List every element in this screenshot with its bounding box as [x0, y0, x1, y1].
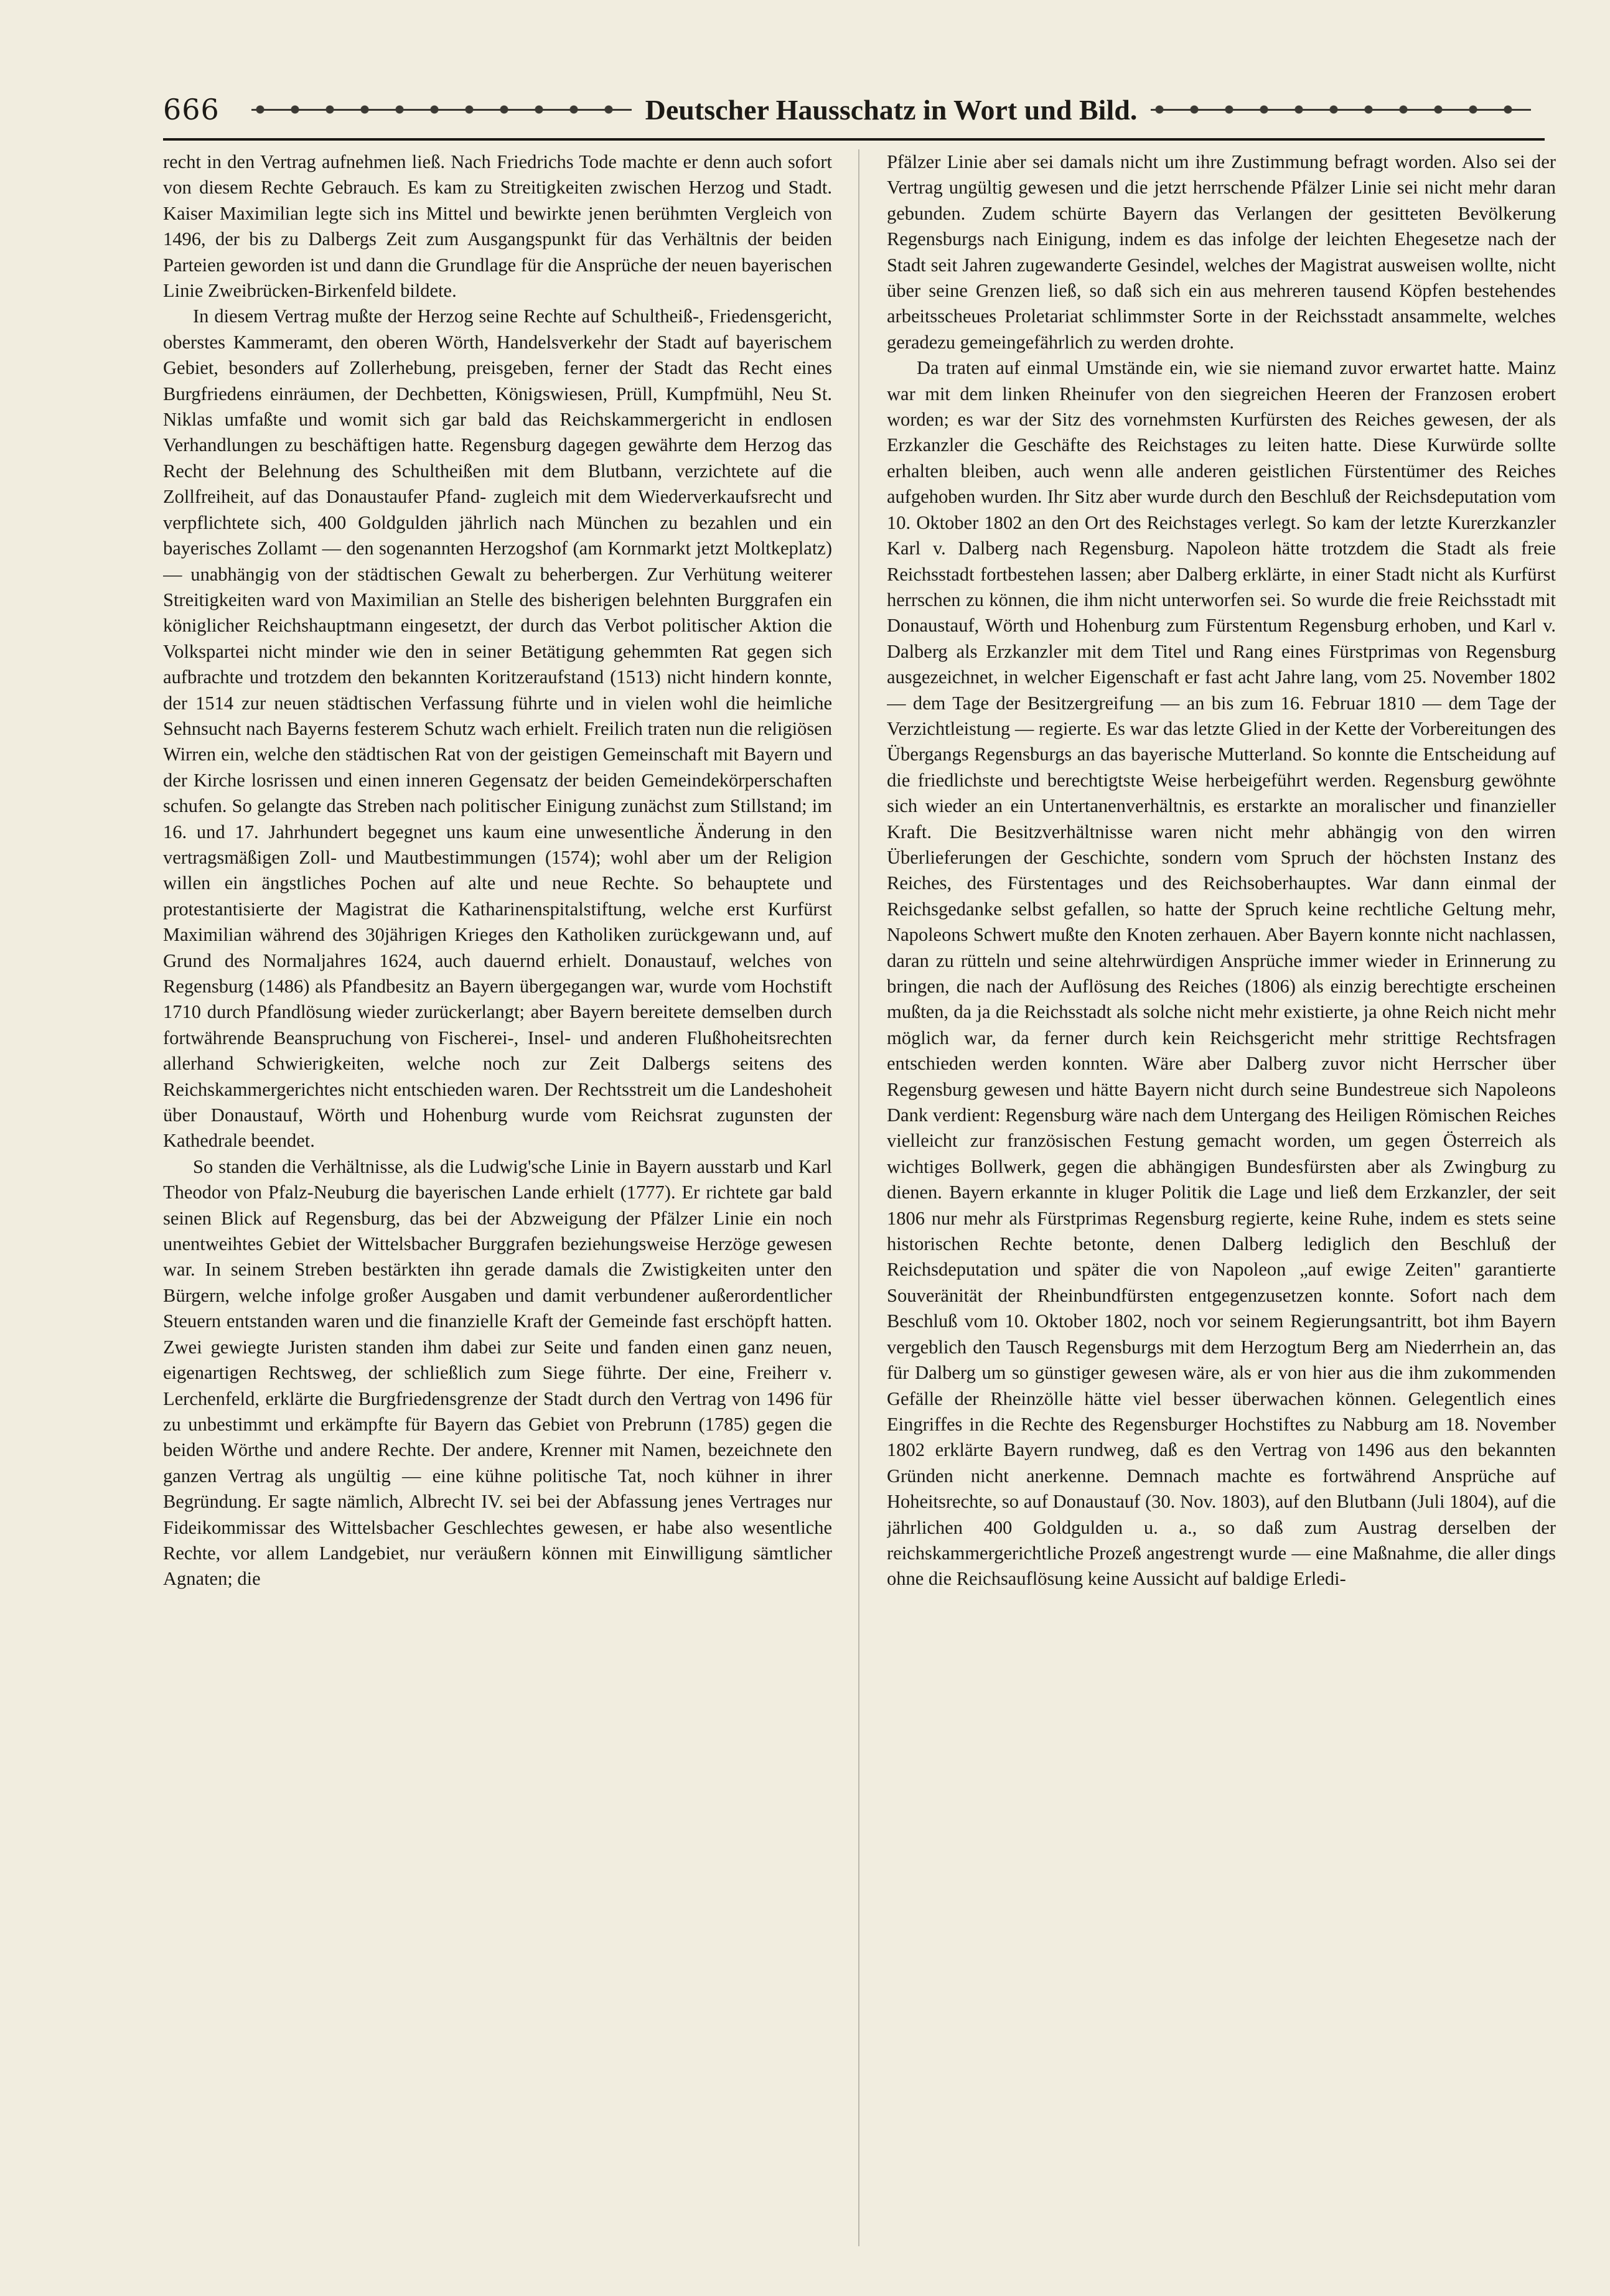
- right-paragraph-2: Da traten auf einmal Umstände ein, wie sie niemand zuvor erwartet hatte. Mainz war mit dem linken Rheinufer von den siegreichen Heeren der Franzosen erobert worden; es war der Sitz des vornehmsten Kurfürsten des Reiches gewesen, der als Erzkanzler die Geschäfte des Reichstages zu leiten hatte. Diese Kurwürde sollte erhalten bleiben, auch wenn alle anderen geistlichen Fürstentümer des Reiches aufgehoben wurden. Ihr Sitz aber wurde durch den Beschluß der Reichsdeputation vom 10. Oktober 1802 an den Ort des Reichstages verlegt. So kam der letzte Kurerzkanzler Karl v. Dalberg nach Regensburg. Napoleon hätte trotzdem die Stadt als freie Reichsstadt fortbestehen lassen; aber Dalberg erklärte, in einer Stadt nicht als Kurfürst herrschen zu können, die ihm nicht unterworfen sei. So wurde die freie Reichsstadt mit Donaustauf, Wörth und Hohenburg zum Fürstentum Regensburg erhoben, und Karl v. Dalberg als Erzkanzler mit dem Titel und Rang eines Fürstprimas von Regensburg ausgezeichnet, in welcher Eigenschaft er fast acht Jahre lang, vom 25. November 1802 — dem Tage der Besitzergreifung — an bis zum 16. Februar 1810 — dem Tage der Verzichtleistung — regierte. Es war das letzte Glied in der Kette der Vorbereitungen des Übergangs Regensburgs an das bayerische Mutterland. So konnte die Entscheidung auf die friedlichste und berechtigtste Weise herbeigeführt werden. Regensburg gewöhnte sich wieder an ein Untertanenverhältnis, es erstarkte an moralischer und finanzieller Kraft. Die Besitzverhältnisse waren nicht mehr abhängig von den wirren Überlieferungen der Geschichte, sondern vom Spruch der höchsten Instanz des Reiches, des Fürstentages und des Reichsoberhauptes. War dann einmal der Reichsgedanke selbst gefallen, so hatte der Spruch keine rechtliche Geltung mehr, Napoleons Schwert mußte den Knoten zerhauen. Aber Bayern konnte nicht nachlassen, daran zu rütteln und seine altehrwürdigen Ansprüche immer wieder in Erinnerung zu bringen, die nach der Auflösung des Reiches (1806) als einzig berechtigte erscheinen mußten, da ja die Reichsstadt als solche nicht mehr existierte, ja ohne Reich nicht mehr möglich war, da ferner durch kein Reichsgericht mehr strittige Rechtsfragen entschieden werden konnten. Wäre aber Dalberg zuvor nicht Herrscher über Regensburg gewesen und hätte Bayern nicht durch seine Bundestreue sich Napoleons Dank verdient: Regensburg wäre nach dem Untergang des Heiligen Römischen Reiches vielleicht zur französischen Festung gemacht worden, um gegen Österreich als wichtiges Bollwerk, gegen die abhängigen Bundesfürsten aber als Zwingburg zu dienen. Bayern erkannte in kluger Politik die Lage und ließ dem Erzkanzler, der seit 1806 nur mehr als Fürstprimas Regensburg regierte, keine Ruhe, indem es stets seine historischen Rechte betonte, denen Dalberg lediglich den Beschluß der Reichsdeputation und später die von Napoleon „auf ewige Zeiten" garantierte Souveränität der Rheinbundfürsten entgegenzusetzen konnte. Sofort nach dem Beschluß vom 10. Oktober 1802, noch vor seinem Regierungsantritt, bot ihm Bayern vergeblich den Tausch Regensburgs mit dem Herzogtum Berg am Niederrhein an, das für Dalberg um so günstiger gewesen wäre, als er von hier aus die ihm zukommenden Gefälle der Rheinzölle hätte viel besser überwachen können. Gelegentlich eines Eingriffes in die Rechte des Regensburger Hochstiftes zu Nabburg am 18. November 1802 erklärte Bayern rundweg, daß es den Vertrag von 1496 aus den bekannten Gründen nicht anerkenne. Demnach machte es fortwährend Ansprüche auf Hoheitsrechte, so auf Donaustauf (30. Nov. 1803), auf den Blutbann (Juli 1804), auf die jährlichen 400 Goldgulden u. a., so daß zum Austrag derselben der reichskammergerichtliche Prozeß angestrengt wurde — eine Maßnahme, die aller dings ohne die Reichsauflösung keine Aussicht auf baldige Erledi-: [887, 357, 1556, 1590]
- left-paragraph-3: So standen die Verhältnisse, als die Ludwig'sche Linie in Bayern ausstarb und Karl Theodor von Pfalz-Neuburg die bayerischen Lande erhielt (1777). Er richtete gar bald seinen Blick auf Regensburg, das bei der Abzweigung der Pfälzer Linie ein noch unentweihtes Gebiet der Wittelsbacher Burggrafen beziehungsweise Herzöge gewesen war. In seinem Streben bestärkten ihn gerade damals die Zwistigkeiten unter den Bürgern, welche infolge großer Ausgaben und damit verbundener außerordentlicher Steuern entstanden waren und die finanzielle Kraft der Gemeinde fast erschöpft hatten. Zwei gewiegte Juristen standen ihm dabei zur Seite und fanden einen ganz neuen, eigenartigen Rechtsweg, der schließlich zum Siege führte. Der eine, Freiherr v. Lerchenfeld, erklärte die Burgfriedensgrenze der Stadt durch den Vertrag von 1496 für zu unbestimmt und erkämpfte für Bayern das Gebiet von Prebrunn (1785) gegen die beiden Wörthe und andere Rechte. Der andere, Krenner mit Namen, bezeichnete den ganzen Vertrag als ungültig — eine kühne politische Tat, noch kühner in ihrer Begründung. Er sagte nämlich, Albrecht IV. sei bei der Abfassung jenes Vertrages nur Fideikommissar des Wittelsbacher Geschlechtes gewesen, er habe also wesentliche Rechte, vor allem Landgebiet, nur veräußern können mit Einwilligung sämtlicher Agnaten; die: [163, 1155, 832, 1590]
- left-column: [163, 149, 832, 2249]
- header-rule: [163, 138, 1545, 141]
- header-ornament-left: [251, 101, 632, 118]
- header-ornament-right: [1151, 101, 1531, 118]
- left-paragraph-1: recht in den Vertrag aufnehmen ließ. Nach Friedrichs Tode machte er denn auch sofort von diesem Rechte Gebrauch. Es kam zu Streitigkeiten zwischen Herzog und Stadt. Kaiser Maximilian legte sich ins Mittel und bewirkte jenen berühmten Vergleich von 1496, der bis zu Dalbergs Zeit zum Ausgangspunkt für das Verhältnis der beiden Parteien geworden ist und dann die Grundlage für die Ansprüche der neuen bayerischen Linie Zweibrücken-Birkenfeld bildete.: [163, 151, 832, 302]
- running-title: Deutscher Hausschatz in Wort und Bild.: [645, 93, 1138, 126]
- page-number: 666: [163, 93, 220, 126]
- page-header: [163, 87, 1545, 132]
- left-paragraph-2: In diesem Vertrag mußte der Herzog seine Rechte auf Schultheiß-, Friedensgericht, oberstes Kammeramt, den oberen Wörth, Handelsverkehr der Stadt auf bayerischem Gebiet, besonders auf Zollerhebung, preisgeben, ferner der Stadt das Recht eines Burgfriedens einräumen, der Dechbetten, Königswiesen, Prüll, Kumpfmühl, Neu St. Niklas umfaßte und womit sich gar bald das Reichskammergericht in endlosen Verhandlungen zu beschäftigen hatte. Regensburg dagegen gewährte dem Herzog das Recht der Belehnung des Schultheißen mit dem Blutbann, verzichtete auf die Zollfreiheit, auf das Donaustaufer Pfand- zugleich mit dem Wiederverkaufsrecht und verpflichtete sich, 400 Goldgulden jährlich nach München zu bezahlen und ein bayerisches Zollamt — den sogenannten Herzogshof (am Kornmarkt jetzt Moltkeplatz) — unabhängig von der städtischen Gewalt zu beherbergen. Zur Verhütung weiterer Streitigkeiten ward von Maximilian an Stelle des bisherigen belehnten Burggrafen ein königlicher Reichshauptmann eingesetzt, der durch das Verbot politischer Aktion die Volkspartei nicht minder wie den in seiner Betätigung gehemmten Rat gegen sich aufbrachte und trotzdem den bekannten Koritzeraufstand (1513) nicht hindern konnte, der 1514 zur neuen städtischen Verfassung führte und in vielen wohl die heimliche Sehnsucht nach Bayerns festerem Schutz wach erhielt. Freilich traten nun die religiösen Wirren ein, welche den städtischen Rat von der geistigen Gemeinschaft mit Bayern und der Kirche losrissen und einen inneren Gegensatz der beiden Gemeindekörperschaften schufen. So gelangte das Streben nach politischer Einigung zunächst zum Stillstand; im 16. und 17. Jahrhundert begegnet uns kaum eine unwesentliche Änderung in den vertragsmäßigen Zoll- und Mautbestimmungen (1574); wohl aber um der Religion willen ein ängstliches Pochen auf alte und neue Rechte. So behauptete und protestantisierte der Magistrat die Katharinenspitalstiftung, welche erst Kurfürst Maximilian während des 30jährigen Krieges den Katholiken zurückgewann und, auf Grund des Normaljahres 1624, auch dauernd erhielt. Donaustauf, welches von Regensburg (1486) als Pfandbesitz an Bayern übergegangen war, wurde vom Hochstift 1710 durch Pfandlösung wieder zurückerlangt; aber Bayern bereitete demselben durch fortwährende Beanspruchung von Fischerei-, Insel- und anderen Flußhoheitsrechten allerhand Schwierigkeiten, welche noch zur Zeit Dalbergs seitens des Reichskammergerichtes nicht entschieden waren. Der Rechtsstreit um die Landeshoheit über Donaustauf, Wörth und Hohenburg wurde vom Reichsrat zugunsten der Kathedrale beendet.: [163, 306, 832, 1152]
- right-column: [887, 149, 1556, 2249]
- right-paragraph-1: Pfälzer Linie aber sei damals nicht um ihre Zustimmung befragt worden. Also sei der Vertrag ungültig gewesen und die jetzt herrschende Pfälzer Linie sei nicht mehr daran gebunden. Zudem schürte Bayern das Verlangen der gesitteten Bevölkerung Regensburgs nach Einigung, indem es das infolge der leichten Ehegesetze nach der Stadt seit Jahren zugewanderte Gesindel, welches der Magistrat ausweisen wollte, nicht über seine Grenzen ließ, so daß sich ein aus mehreren tausend Köpfen bestehendes arbeitsscheues Proletariat schlimmster Sorte in der Reichsstadt ansammelte, welches geradezu gemeingefährlich zu werden drohte.: [887, 151, 1556, 353]
- column-divider: [858, 149, 859, 2246]
